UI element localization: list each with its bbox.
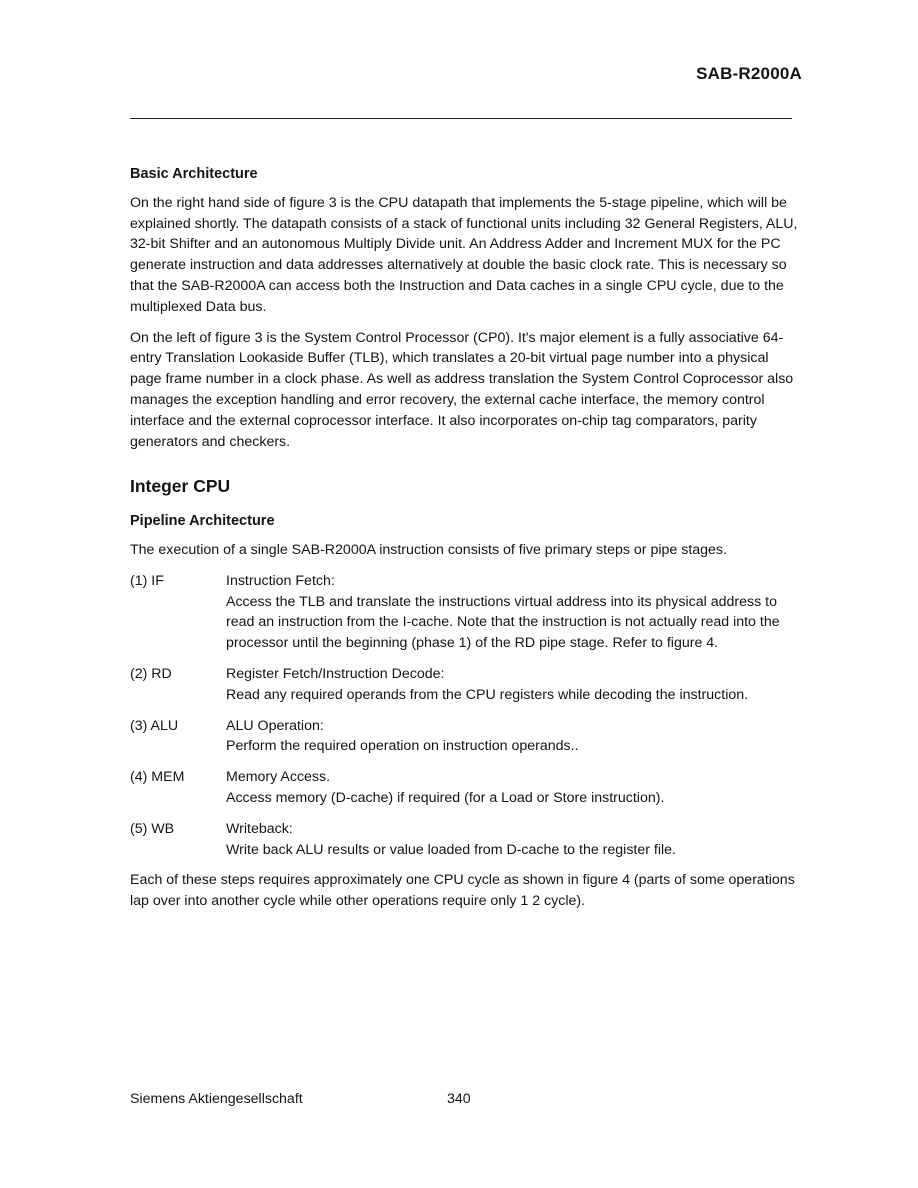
stage-description: Write back ALU results or value loaded from D-cache to the register file. [226,841,676,858]
document-body [130,164,798,922]
pipeline-stage-list [130,571,798,861]
stage-title: Writeback: [226,820,293,837]
stage-label: (4) MEM [130,769,185,786]
stage-label: (1) IF [130,572,164,589]
stage-title: Memory Access. [226,769,331,786]
stage-description: Access the TLB and translate the instructions virtual address into its physical address to read an instruction from the I-cache. Note that the instruction is not actually read into the processor until the beginning (phase 1) of the RD pipe stage. Refer to figure 4. [226,593,780,652]
integer-cpu-heading: Integer CPU [130,476,231,497]
stage-description: Access memory (D-cache) if required (for a Load or Store instruction). [226,789,665,806]
stage-label: (5) WB [130,820,175,837]
pipeline-stage [130,571,798,654]
stage-label: (2) RD [130,665,172,682]
stage-description: Perform the required operation on instruction operands.. [226,738,579,755]
pipeline-intro-paragraph: The execution of a single SAB-R2000A instruction consists of five primary steps or pipe stages. [130,541,727,558]
stage-label: (3) ALU [130,717,179,734]
pipeline-architecture-heading: Pipeline Architecture [130,513,275,530]
footer-company: Siemens Aktiengesellschaft [130,1091,303,1107]
pipeline-closing-paragraph: Each of these steps requires approximately one CPU cycle as shown in figure 4 (parts of some operations lap over into another cycle while other operations require only 1 2 cycle). [130,872,795,910]
pipeline-stage [130,716,798,758]
pipeline-stage [130,819,798,861]
basic-architecture-heading: Basic Architecture [130,166,258,182]
basic-architecture-paragraph-2: On the left of figure 3 is the System Control Processor (CP0). It's major element is a fully associative 64-entry Translation Lookaside Buffer (TLB), which translates a 20-bit virtual page number into a physical page frame number in a clock phase. As well as address translation the System Control Coprocessor also manages the exception handling and error recovery, the external cache interface, the memory control interface and the external coprocessor interface. It also incorporates on-chip tag comparators, parity generators and checkers. [130,329,794,450]
stage-title: Instruction Fetch: [226,572,335,589]
footer-page-number: 340 [447,1091,471,1107]
page-header-title: SAB-R2000A [696,64,802,83]
header-divider [130,118,792,119]
stage-title: ALU Operation: [226,717,324,734]
basic-architecture-paragraph-1: On the right hand side of figure 3 is the CPU datapath that implements the 5-stage pipeline, which will be explained shortly. The datapath consists of a stack of functional units including 32 General Registers, ALU, 32-bit Shifter and an autonomous Multiply Divide unit. An Address Adder and Increment MUX for the PC generate instruction and data addresses alternatively at double the basic clock rate. This is necessary so that the SAB-R2000A can access both the Instruction and Data caches in a single CPU cycle, due to the multiplexed Data bus. [130,194,798,315]
stage-title: Register Fetch/Instruction Decode: [226,665,445,682]
stage-description: Read any required operands from the CPU registers while decoding the instruction. [226,686,749,703]
pipeline-stage [130,767,798,809]
pipeline-stage [130,664,798,706]
